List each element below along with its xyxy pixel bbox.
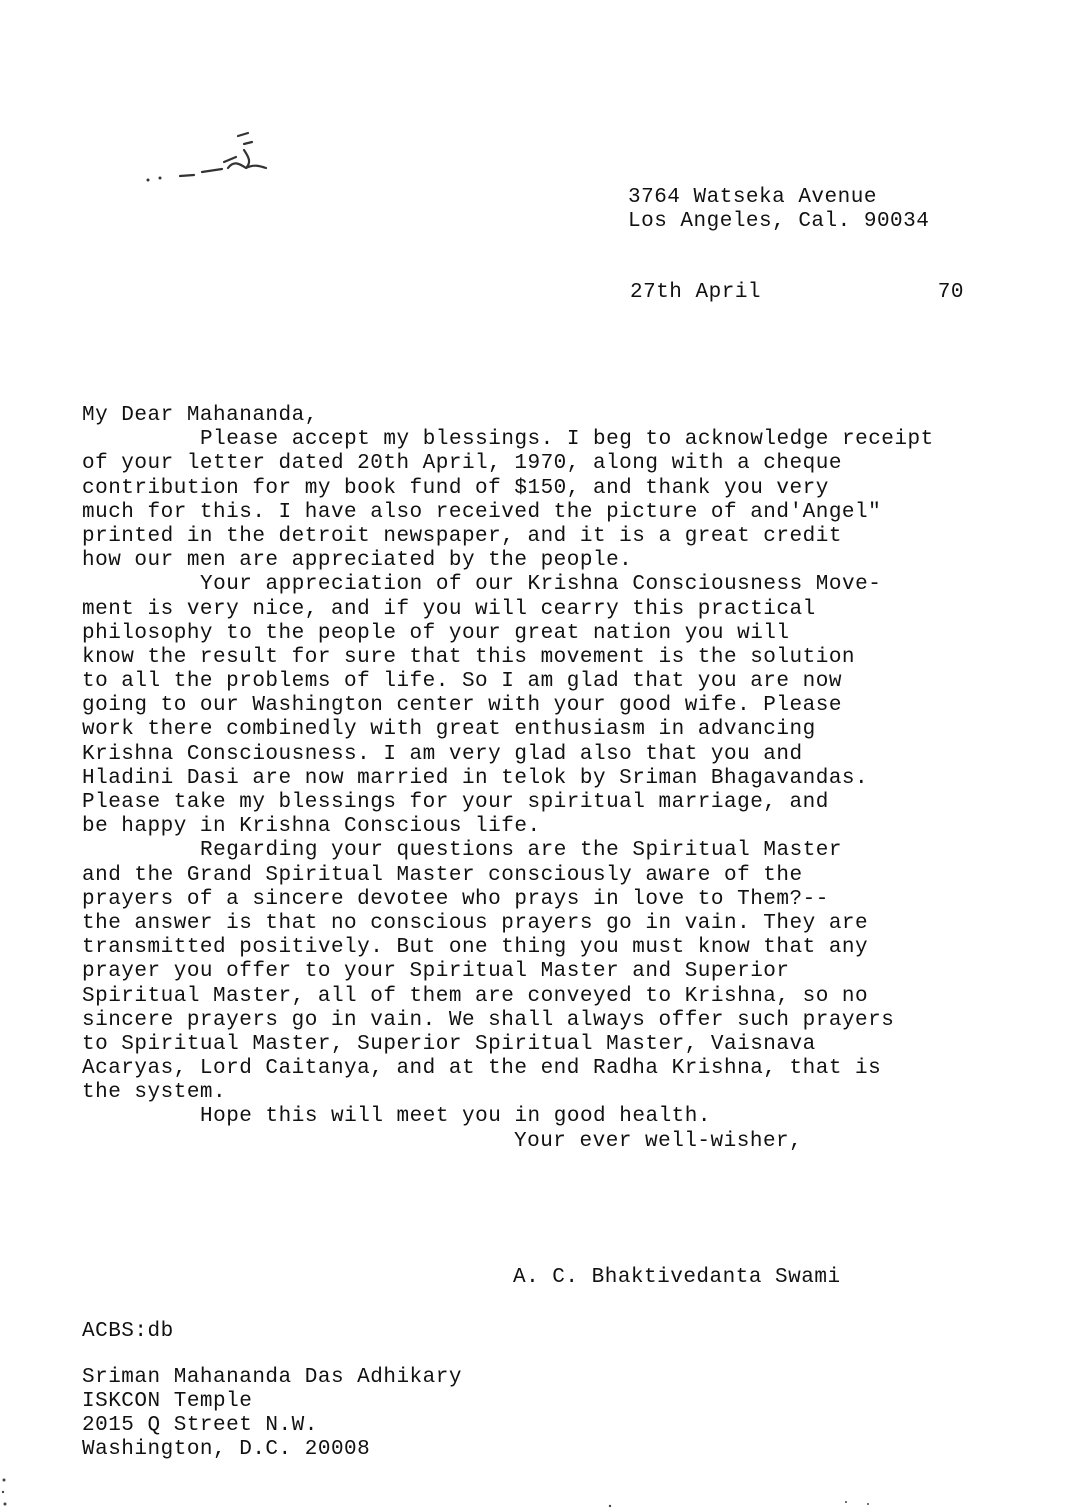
recipient-line-4: Washington, D.C. 20008 bbox=[82, 1438, 371, 1461]
paragraph-1 bbox=[82, 428, 1022, 573]
body-line: philosophy to the people of your great nation you will bbox=[82, 621, 790, 645]
body-line: the answer is that no conscious prayers go in vain. They are bbox=[82, 911, 869, 935]
salutation: My Dear Mahananda, bbox=[82, 404, 318, 427]
paragraph-4 bbox=[82, 1105, 1022, 1129]
date-year: 70 bbox=[937, 281, 964, 304]
body-line: of your letter dated 20th April, 1970, along with a cheque bbox=[82, 452, 842, 476]
body-line: know the result for sure that this movement is the solution bbox=[82, 645, 856, 669]
body-line: be happy in Krishna Conscious life. bbox=[82, 815, 541, 839]
body-line: sincere prayers go in vain. We shall always offer such prayers bbox=[82, 1008, 895, 1032]
sender-address bbox=[628, 186, 929, 234]
signature: A. C. Bhaktivedanta Swami bbox=[513, 1266, 841, 1289]
body-line: ment is very nice, and if you will cearry this practical bbox=[82, 597, 816, 621]
paragraph-3 bbox=[82, 839, 1022, 1105]
paragraph-2 bbox=[82, 573, 1022, 839]
body-line: Your appreciation of our Krishna Consciousness Move- bbox=[200, 573, 882, 597]
body-line: to Spiritual Master, Superior Spiritual Master, Vaisnava bbox=[82, 1032, 816, 1056]
body-line: work there combinedly with great enthusiasm in advancing bbox=[82, 718, 816, 742]
body-line: printed in the detroit newspaper, and it is a great credit bbox=[82, 524, 842, 548]
body-line: Regarding your questions are the Spiritual Master bbox=[200, 839, 843, 863]
body-line: and the Grand Spiritual Master consciously aware of the bbox=[82, 863, 803, 887]
letter-body bbox=[82, 404, 1022, 1154]
body-line: Spiritual Master, all of them are conveyed to Krishna, so no bbox=[82, 984, 869, 1008]
body-line: Hladini Dasi are now married in telok by Sriman Bhagavandas. bbox=[82, 766, 869, 790]
sender-address-line-1: 3764 Watseka Avenue bbox=[628, 186, 877, 209]
body-line: transmitted positively. But one thing you must know that any bbox=[82, 936, 869, 960]
body-line: prayer you offer to your Spiritual Master and Superior bbox=[82, 960, 790, 984]
recipient-line-1: Sriman Mahananda Das Adhikary bbox=[82, 1366, 462, 1389]
body-line: much for this. I have also received the picture of and'Angel" bbox=[82, 500, 882, 524]
closing: Your ever well-wisher, bbox=[514, 1129, 803, 1153]
body-line: Acaryas, Lord Caitanya, and at the end Radha Krishna, that is bbox=[82, 1057, 882, 1081]
date-day-month: 27th April bbox=[630, 281, 762, 304]
body-line: Hope this will meet you in good health. bbox=[200, 1105, 711, 1129]
body-line: Krishna Consciousness. I am very glad also that you and bbox=[82, 742, 803, 766]
body-line: Please accept my blessings. I beg to acknowledge receipt bbox=[200, 428, 934, 452]
handwritten-mark bbox=[140, 128, 280, 188]
recipient-line-2: ISKCON Temple bbox=[82, 1390, 253, 1413]
body-line: prayers of a sincere devotee who prays in love to Them?-- bbox=[82, 887, 829, 911]
body-line: going to our Washington center with your good wife. Please bbox=[82, 694, 842, 718]
body-line: the system. bbox=[82, 1081, 227, 1105]
body-line: to all the problems of life. So I am glad that you are now bbox=[82, 670, 842, 694]
body-line: contribution for my book fund of $150, and thank you very bbox=[82, 476, 829, 500]
recipient-line-3: 2015 Q Street N.W. bbox=[82, 1414, 318, 1437]
sender-address-line-2: Los Angeles, Cal. 90034 bbox=[628, 210, 930, 233]
letter-date bbox=[630, 281, 964, 305]
reference-initials: ACBS:db bbox=[82, 1320, 174, 1343]
scan-specks bbox=[0, 1440, 1080, 1511]
body-line: Please take my blessings for your spiritual marriage, and bbox=[82, 791, 829, 814]
body-line: how our men are appreciated by the people. bbox=[82, 549, 633, 573]
